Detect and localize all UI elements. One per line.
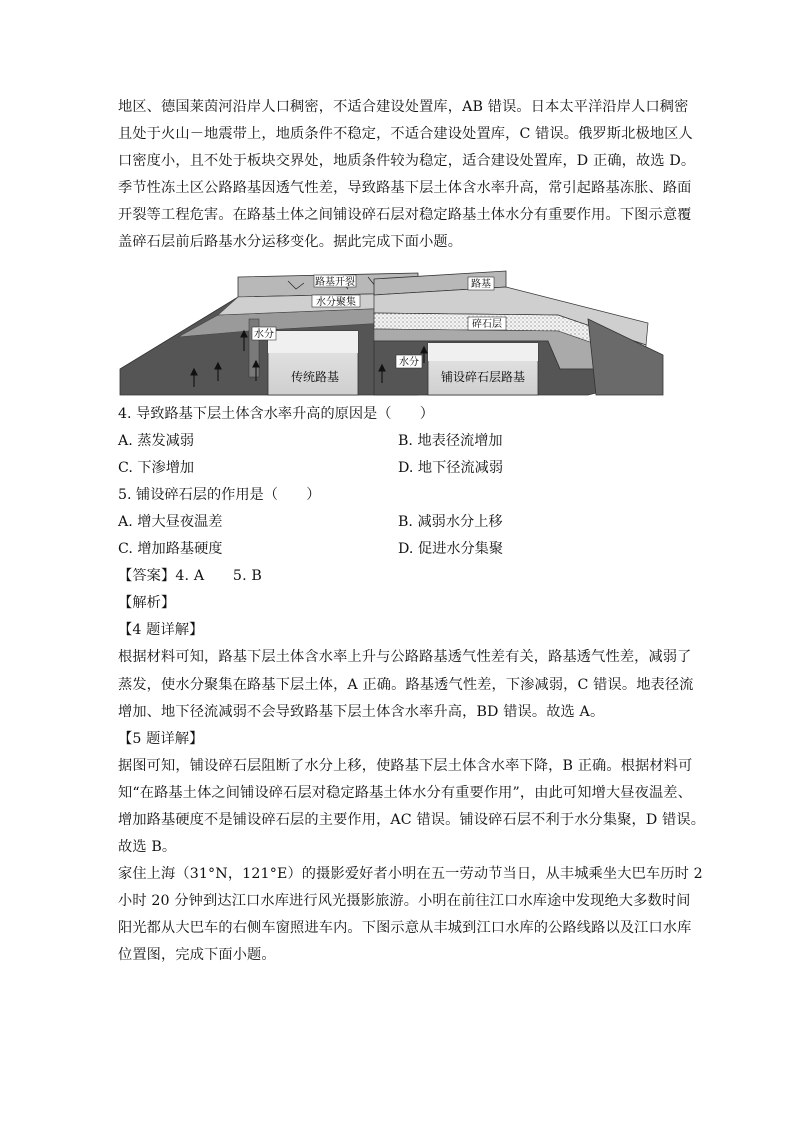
- text-line: 季节性冻土区公路路基因透气性差，导致路基下层土体含水率升高，常引起路基冻胀、路面: [118, 180, 692, 197]
- water-label-left: 水分: [254, 328, 274, 340]
- traditional-roadbed-label: 传统路基: [290, 369, 340, 384]
- water-label-right: 水分: [399, 356, 419, 368]
- q5-detail-heading: 【5 题详解】: [118, 730, 204, 747]
- intro-paragraph: [118, 94, 696, 257]
- gravel-roadbed-panel: [374, 271, 663, 395]
- text-line: 盖碎石层前后路基水分运移变化。据此完成下面小题。: [118, 234, 463, 251]
- document-page: [118, 94, 706, 970]
- question-5: [118, 482, 678, 563]
- text-line: 蒸发，使水分聚集在路基下层土体，A 正确。路基透气性差，下渗减弱，C 错误。地表径流: [118, 676, 694, 693]
- answer-line: 【答案】4. A 5. B: [118, 568, 262, 585]
- q4-detail-heading: 【4 题详解】: [118, 622, 204, 639]
- text-line: 地区、德国莱茵河沿岸人口稠密，不适合建设处置库，AB 错误。日本太平洋沿岸人口稠密: [118, 99, 689, 115]
- water-collect-label: 水分聚集: [316, 296, 356, 308]
- text-line: 增加、地下径流减弱不会导致路基下层土体含水率升高，BD 错误。故选 A。: [118, 703, 605, 720]
- text-line: 口密度小，且不处于板块交界处，地质条件较为稳定，适合建设处置库，D 正确，故选 D。: [118, 153, 696, 170]
- analysis-heading: 【解析】: [118, 595, 176, 612]
- text-line: 开裂等工程危害。在路基土体之间铺设碎石层对稳定路基土体水分有重要作用。下图示意覆: [118, 207, 692, 224]
- crack-label: 路基开裂: [315, 276, 355, 288]
- text-line: 增加路基硬度不是铺设碎石层的主要作用，AC 错误。铺设碎石层不利于水分集聚，D 错误。: [118, 811, 706, 828]
- question-stem: 4. 导致路基下层土体含水率升高的原因是（ ）: [118, 405, 434, 422]
- roadbed-diagram: [118, 265, 678, 397]
- text-line: 家住上海（31°N，121°E）的摄影爱好者小明在五一劳动节当日，从丰城乘坐大巴车历时 2: [118, 866, 703, 883]
- text-line: 且处于火山－地震带上，地质条件不稳定，不适合建设处置库，C 错误。俄罗斯北极地区人: [118, 126, 693, 143]
- option-d: D. 促进水分集聚: [398, 541, 504, 558]
- q5-detail: [118, 753, 706, 861]
- option-d: D. 地下径流减弱: [398, 459, 504, 476]
- text-line: 位置图，完成下面小题。: [118, 947, 276, 964]
- text-line: 据图可知，铺设碎石层阻断了水分上移，使路基下层土体含水率下降，B 正确。根据材料可: [118, 757, 693, 774]
- roadbed-label: 路基: [471, 278, 491, 290]
- gravel-layer-label: 碎石层: [472, 318, 502, 330]
- option-a: A. 增大昼夜温差: [118, 513, 223, 530]
- option-a: A. 蒸发减弱: [118, 432, 195, 449]
- gravel-roadbed-label: 铺设碎石层路基: [440, 369, 526, 384]
- roadbed-figure: [118, 265, 678, 397]
- text-line: 故选 B。: [118, 839, 177, 856]
- text-line: 小时 20 分钟到达江口水库进行风光摄影旅游。小明在前往江口水库途中发现绝大多数时间: [118, 893, 691, 910]
- text-line: 根据材料可知，路基下层土体含水率上升与公路路基透气性差有关，路基透气性差，减弱了: [118, 649, 692, 666]
- q4-detail: [118, 644, 694, 725]
- next-question-intro: [118, 861, 703, 969]
- option-b: B. 地表径流增加: [398, 432, 503, 449]
- text-line: 知“在路基土体之间铺设碎石层对稳定路基土体水分有重要作用”，由此可知增大昼夜温差、: [118, 784, 692, 801]
- option-c: C. 下渗增加: [118, 459, 195, 476]
- text-line: 阳光都从大巴车的右侧车窗照进车内。下图示意从丰城到江口水库的公路线路以及江口水库: [118, 920, 692, 937]
- option-b: B. 减弱水分上移: [398, 513, 503, 530]
- traditional-roadbed-panel: [120, 273, 418, 395]
- question-4: [118, 401, 678, 482]
- question-stem: 5. 铺设碎石层的作用是（ ）: [118, 486, 321, 503]
- option-c: C. 增加路基硬度: [118, 541, 223, 558]
